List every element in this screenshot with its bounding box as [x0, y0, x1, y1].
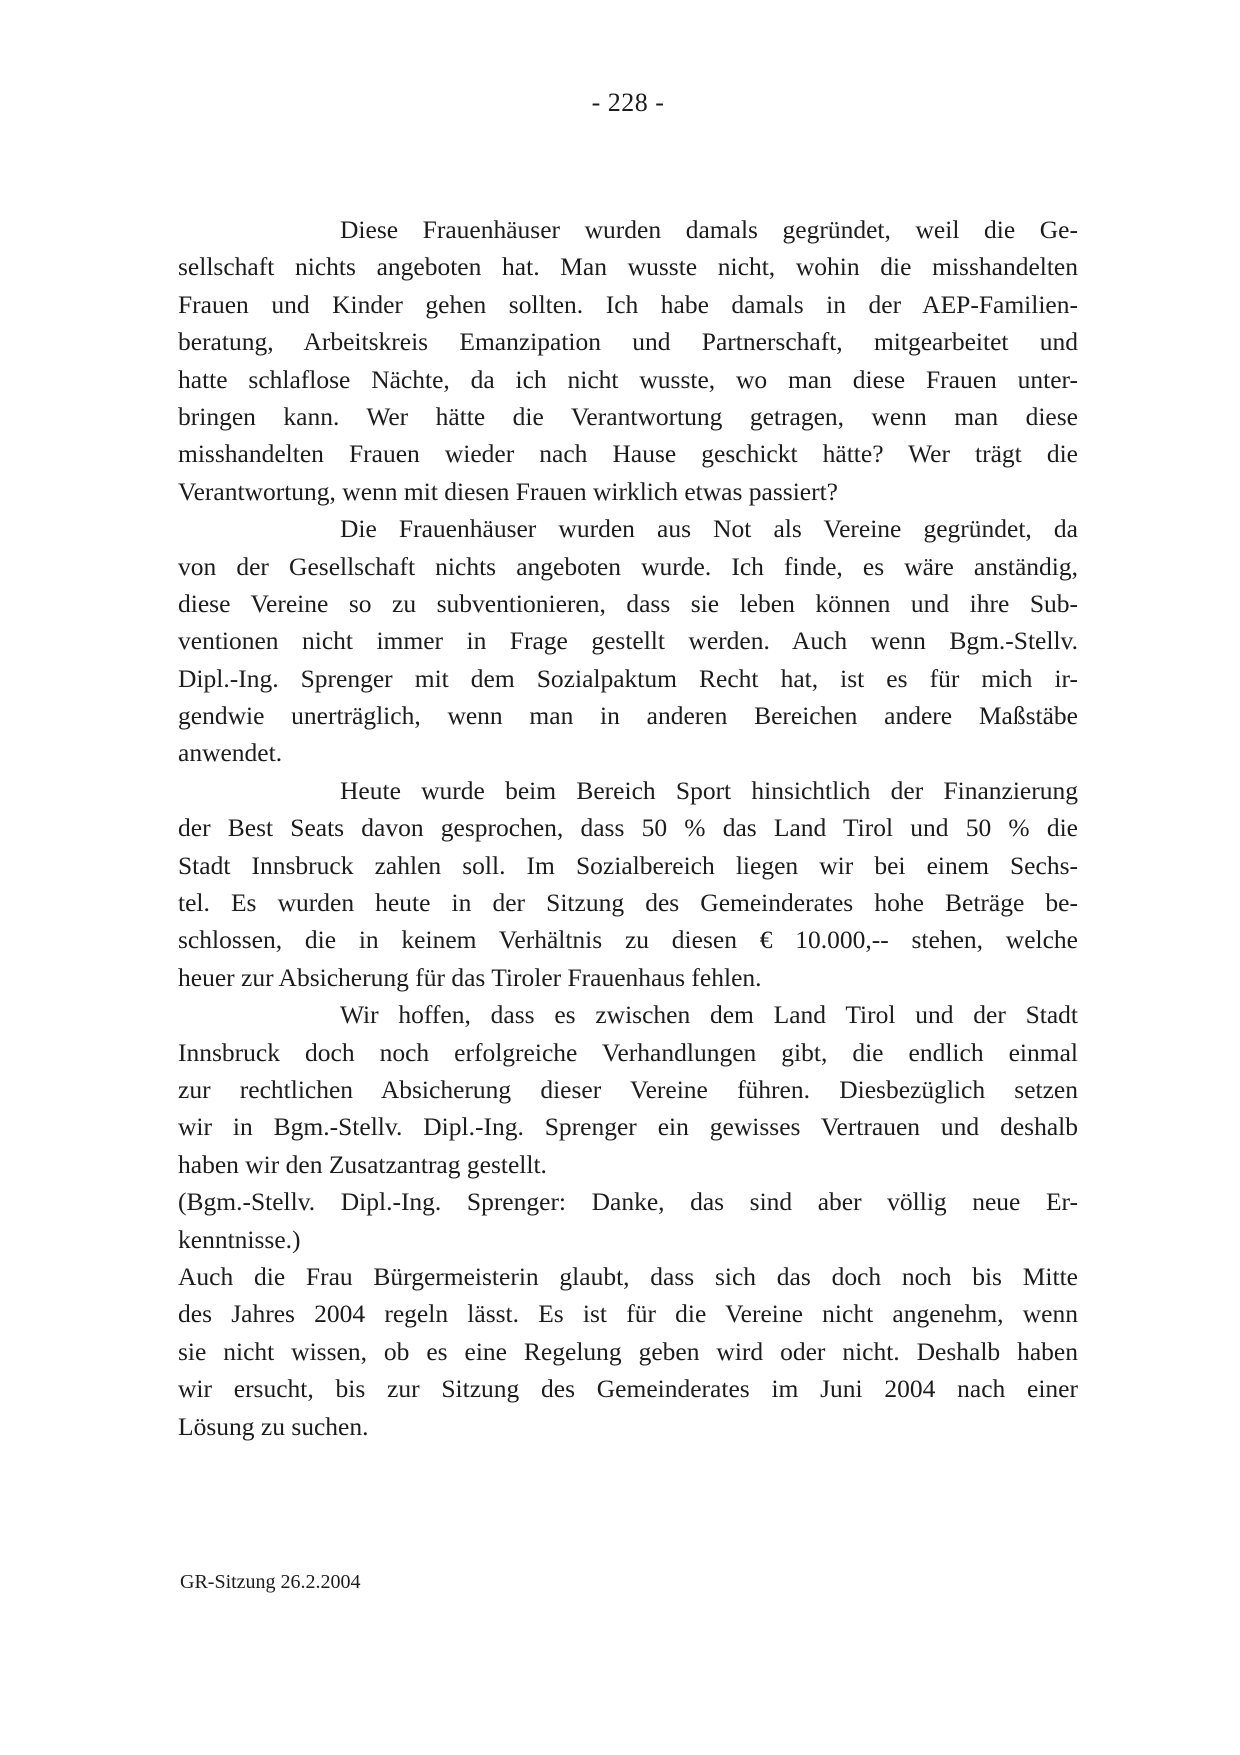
- text-line: Heute wurde beim Bereich Sport hinsichtlich der Finanzierung: [340, 775, 1078, 805]
- text-line: Verantwortung, wenn mit diesen Frauen wirklich etwas passiert?: [178, 476, 838, 506]
- text-line: beratung, Arbeitskreis Emanzipation und Partnerschaft, mitgearbeitet und: [178, 327, 1078, 357]
- text-line: Lösung zu suchen.: [178, 1411, 369, 1441]
- text-line: wir ersucht, bis zur Sitzung des Gemeinderates im Juni 2004 nach einer: [178, 1374, 1078, 1404]
- text-line: von der Gesellschaft nichts angeboten wurde. Ich finde, es wäre anständig,: [178, 551, 1078, 581]
- text-line: Frauen und Kinder gehen sollten. Ich habe damals in der AEP-Familien-: [178, 289, 1078, 319]
- text-line: Wir hoffen, dass es zwischen dem Land Tirol und der Stadt: [340, 1000, 1078, 1030]
- text-line: bringen kann. Wer hätte die Verantwortung getragen, wenn man diese: [178, 401, 1078, 431]
- text-line: zur rechtlichen Absicherung dieser Vereine führen. Diesbezüglich setzen: [178, 1074, 1078, 1104]
- footer-note: GR-Sitzung 26.2.2004: [180, 1571, 361, 1593]
- document-body: [178, 211, 1078, 1445]
- text-line: schlossen, die in keinem Verhältnis zu diesen € 10.000,-- stehen, welche: [178, 925, 1078, 955]
- text-line: diese Vereine so zu subventionieren, dass sie leben können und ihre Sub-: [178, 588, 1078, 618]
- text-line: wir in Bgm.-Stellv. Dipl.-Ing. Sprenger ein gewisses Vertrauen und deshalb: [178, 1112, 1078, 1142]
- text-line: anwendet.: [178, 738, 283, 768]
- text-line: Die Frauenhäuser wurden aus Not als Vereine gegründet, da: [340, 514, 1078, 544]
- text-line: Dipl.-Ing. Sprenger mit dem Sozialpaktum Recht hat, ist es für mich ir-: [178, 663, 1078, 693]
- text-line: heuer zur Absicherung für das Tiroler Frauenhaus fehlen.: [178, 962, 762, 992]
- text-line: misshandelten Frauen wieder nach Hause geschickt hätte? Wer trägt die: [178, 439, 1078, 469]
- text-line: Innsbruck doch noch erfolgreiche Verhandlungen gibt, die endlich einmal: [178, 1037, 1078, 1067]
- text-line: haben wir den Zusatzantrag gestellt.: [178, 1149, 547, 1179]
- text-line: (Bgm.-Stellv. Dipl.-Ing. Sprenger: Danke, das sind aber völlig neue Er-: [178, 1187, 1078, 1217]
- text-line: tel. Es wurden heute in der Sitzung des Gemeinderates hohe Beträge be-: [178, 888, 1078, 918]
- text-line: kenntnisse.): [178, 1224, 301, 1254]
- text-line: gendwie unerträglich, wenn man in anderen Bereichen andere Maßstäbe: [178, 701, 1078, 731]
- text-line: des Jahres 2004 regeln lässt. Es ist für die Vereine nicht angenehm, wenn: [178, 1299, 1078, 1329]
- text-line: Diese Frauenhäuser wurden damals gegründet, weil die Ge-: [340, 215, 1078, 244]
- text-line: sellschaft nichts angeboten hat. Man wusste nicht, wohin die misshandelten: [178, 252, 1078, 282]
- text-line: hatte schlaflose Nächte, da ich nicht wusste, wo man diese Frauen unter-: [178, 364, 1078, 394]
- text-line: sie nicht wissen, ob es eine Regelung geben wird oder nicht. Deshalb haben: [178, 1336, 1078, 1366]
- text-line: Auch die Frau Bürgermeisterin glaubt, dass sich das doch noch bis Mitte: [178, 1261, 1078, 1291]
- text-line: Stadt Innsbruck zahlen soll. Im Sozialbereich liegen wir bei einem Sechs-: [178, 850, 1078, 880]
- page-number: - 228 -: [591, 88, 665, 117]
- text-line: ventionen nicht immer in Frage gestellt werden. Auch wenn Bgm.-Stellv.: [178, 626, 1078, 656]
- text-line: der Best Seats davon gesprochen, dass 50 % das Land Tirol und 50 % die: [178, 813, 1078, 843]
